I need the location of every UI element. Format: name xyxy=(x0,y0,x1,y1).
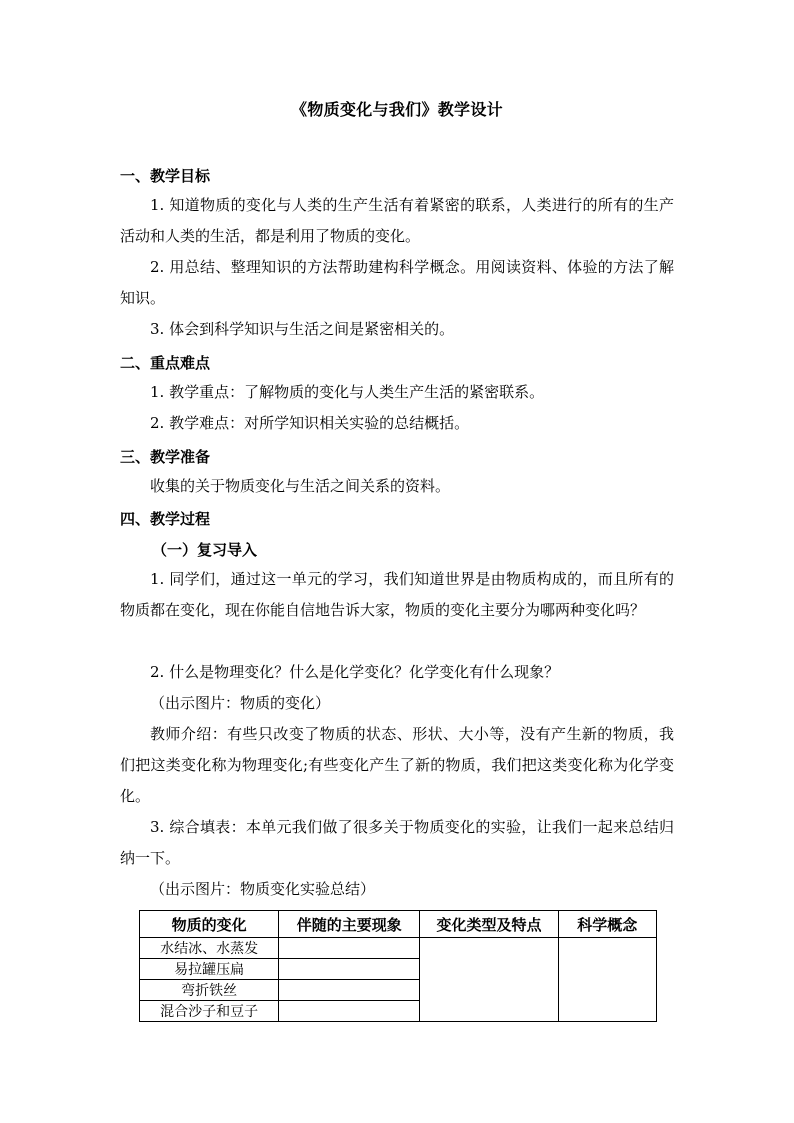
column-header: 物质的变化 xyxy=(140,911,279,938)
table-cell-empty xyxy=(279,980,420,1001)
paragraph: 2. 教学难点：对所学知识相关实验的总结概括。 xyxy=(150,414,470,432)
column-header: 变化类型及特点 xyxy=(420,911,558,938)
section-heading-process: 四、教学过程 xyxy=(120,510,211,528)
experiment-summary-table xyxy=(139,910,657,1022)
table-cell: 水结冰、水蒸发 xyxy=(140,938,279,959)
paragraph: 2. 什么是物理变化？什么是化学变化？化学变化有什么现象？ xyxy=(150,663,560,681)
table-cell: 弯折铁丝 xyxy=(140,980,279,1001)
paragraph: 2. 用总结、整理知识的方法帮助建构科学概念。用阅读资料、体验的方法了解知识。 xyxy=(120,258,674,307)
paragraph: 3. 综合填表：本单元我们做了很多关于物质变化的实验，让我们一起来总结归纳一下。 xyxy=(120,818,674,867)
subsection-heading-review: （一）复习导入 xyxy=(152,541,258,559)
paragraph: 3. 体会到科学知识与生活之间是紧密相关的。 xyxy=(150,320,455,338)
section-heading-keypoints: 二、重点难点 xyxy=(120,354,211,372)
table-cell-empty-merged xyxy=(558,938,656,1022)
table-cell: 易拉罐压扁 xyxy=(140,959,279,980)
paragraph: （出示图片：物质变化实验总结） xyxy=(150,880,376,898)
paragraph: 教师介绍：有些只改变了物质的状态、形状、大小等，没有产生新的物质，我们把这类变化称为物理变化;有些变化产生了新的物质，我们把这类变化称为化学变化。 xyxy=(120,725,674,805)
paragraph: 1. 教学重点：了解物质的变化与人类生产生活的紧密联系。 xyxy=(150,383,545,401)
section-heading-goals: 一、教学目标 xyxy=(120,167,211,185)
column-header: 科学概念 xyxy=(558,911,656,938)
table-row xyxy=(140,938,657,959)
document-title: 《物质变化与我们》教学设计 xyxy=(291,100,503,119)
paragraph: 1. 知道物质的变化与人类的生产生活有着紧密的联系，人类进行的所有的生产活动和人类的生活，都是利用了物质的变化。 xyxy=(120,196,674,245)
table-cell-empty-merged xyxy=(420,938,558,1022)
section-heading-preparation: 三、教学准备 xyxy=(120,448,211,466)
paragraph: 收集的关于物质变化与生活之间关系的资料。 xyxy=(150,477,451,495)
table-header-row xyxy=(140,911,657,938)
table-cell-empty xyxy=(279,959,420,980)
paragraph: 1. 同学们，通过这一单元的学习，我们知道世界是由物质构成的，而且所有的物质都在变化，现在你能自信地告诉大家，物质的变化主要分为哪两种变化吗？ xyxy=(120,570,674,619)
table-cell-empty xyxy=(279,1001,420,1022)
paragraph: （出示图片：物质的变化） xyxy=(150,694,331,712)
table-cell: 混合沙子和豆子 xyxy=(140,1001,279,1022)
column-header: 伴随的主要现象 xyxy=(279,911,420,938)
table-cell-empty xyxy=(279,938,420,959)
